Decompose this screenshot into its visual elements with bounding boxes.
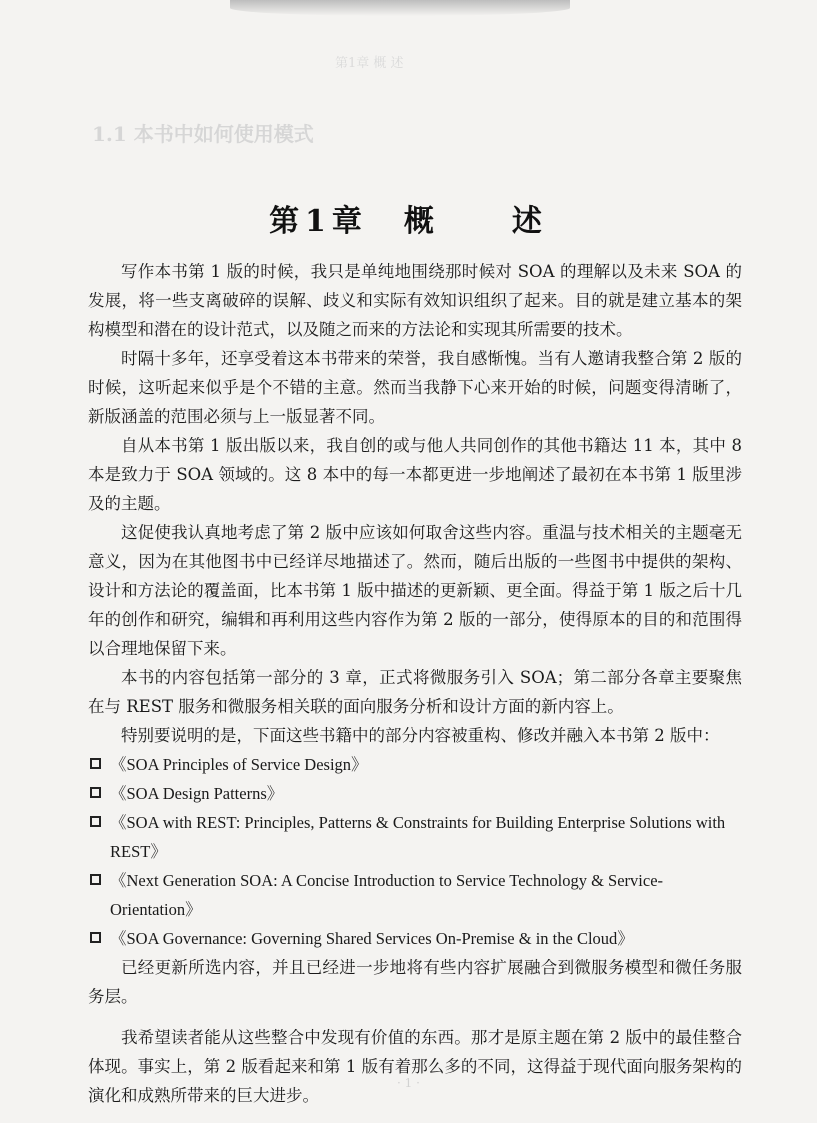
checkbox-bullet-icon bbox=[90, 932, 101, 943]
checkbox-bullet-icon bbox=[90, 758, 101, 769]
book-title: 《Next Generation SOA: A Concise Introduction to Service Technology & Service-Orientation》 bbox=[110, 871, 664, 919]
chapter-body bbox=[88, 257, 742, 1110]
checkbox-bullet-icon bbox=[90, 787, 101, 798]
checkbox-bullet-icon bbox=[90, 874, 101, 885]
book-title: 《SOA Principles of Service Design》 bbox=[110, 755, 368, 774]
chapter-title: 第1章 概 述 bbox=[269, 204, 548, 239]
book-title: 《SOA Governance: Governing Shared Services On-Premise & in the Cloud》 bbox=[110, 929, 634, 948]
paragraph: 已经更新所选内容，并且已经进一步地将有些内容扩展融合到微服务模型和微任务服务层。 bbox=[88, 958, 742, 1006]
list-item bbox=[88, 924, 742, 953]
scan-shadow bbox=[230, 0, 570, 16]
paragraph: 本书的内容包括第一部分的 3 章，正式将微服务引入 SOA；第二部分各章主要聚焦在与 REST 服务和微服务相关联的面向服务分析和设计方面的新内容上。 bbox=[88, 668, 742, 716]
paragraph: 特别要说明的是，下面这些书籍中的部分内容被重构、修改并融入本书第 2 版中： bbox=[121, 726, 720, 745]
book-title: 《SOA Design Patterns》 bbox=[110, 784, 284, 803]
paragraph: 写作本书第 1 版的时候，我只是单纯地围绕那时候对 SOA 的理解以及未来 SOA 的发展，将一些支离破碎的误解、歧义和实际有效知识组织了起来。目的就是建立基本的架构模型和潜在的设计范式，以及随之而来的方法论和实现其所需要的技术。 bbox=[88, 262, 742, 339]
paragraph: 自从本书第 1 版出版以来，我自创的或与他人共同创作的其他书籍达 11 本，其中 8 本是致力于 SOA 领域的。这 8 本中的每一本都更进一步地阐述了最初在本书第 1 版里涉及的主题。 bbox=[88, 436, 742, 513]
list-item bbox=[88, 866, 742, 924]
list-item bbox=[88, 779, 742, 808]
list-item bbox=[88, 750, 742, 779]
paragraph: 时隔十多年，还享受着这本书带来的荣誉，我自感惭愧。当有人邀请我整合第 2 版的时候，这听起来似乎是个不错的主意。然而当我静下心来开始的时候，问题变得清晰了，新版涵盖的范围必须与上一版显著不同。 bbox=[88, 349, 742, 426]
book-list bbox=[88, 750, 742, 953]
page-number-bleed: · 1 · bbox=[397, 1076, 420, 1090]
list-item bbox=[88, 808, 742, 866]
paragraph: 这促使我认真地考虑了第 2 版中应该如何取舍这些内容。重温与技术相关的主题毫无意义，因为在其他图书中已经详尽地描述了。然而，随后出版的一些图书中提供的架构、设计和方法论的覆盖面，比本书第 1 版中描述的更新颖、更全面。得益于第 1 版之后十几年的创作和研究，编辑和再利用这些内容作为第 2 版的一部分，使得原本的目的和范围得以合理地保留下来。 bbox=[88, 523, 742, 658]
bleed-through-text: 1.1 本书中如何使用模式 bbox=[92, 122, 314, 146]
book-title: 《SOA with REST: Principles, Patterns & Constraints for Building Enterprise Solutions with REST》 bbox=[110, 813, 726, 861]
bleed-through-text: 第1章 概 述 bbox=[335, 56, 404, 71]
paragraph: 我希望读者能从这些整合中发现有价值的东西。那才是原主题在第 2 版中的最佳整合体现。事实上，第 2 版看起来和第 1 版有着那么多的不同，这得益于现代面向服务架构的演化和成熟所带来的巨大进步。 bbox=[88, 1028, 742, 1105]
checkbox-bullet-icon bbox=[90, 816, 101, 827]
